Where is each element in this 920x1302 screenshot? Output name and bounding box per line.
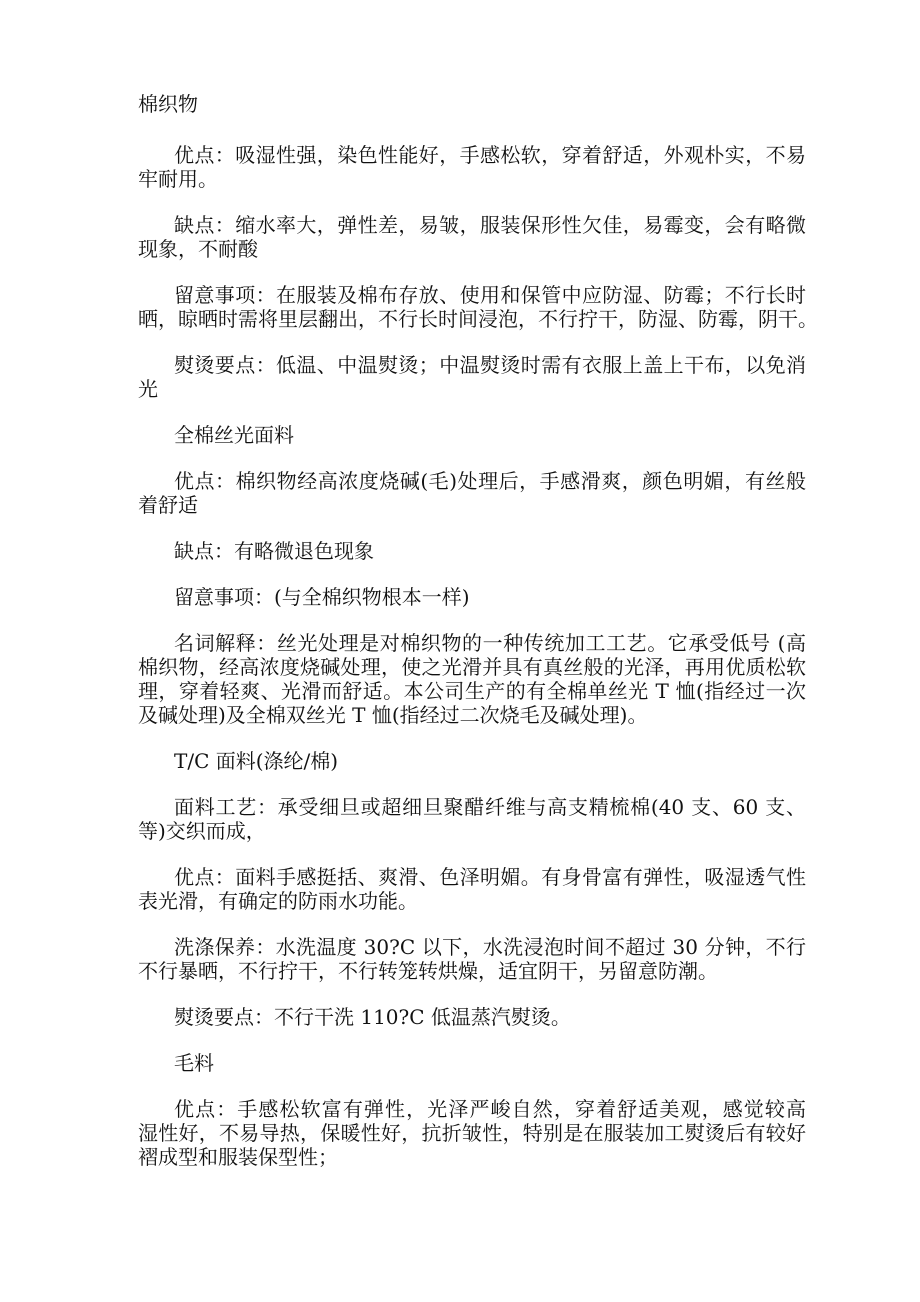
paragraph: [138, 795, 806, 843]
paragraph: [138, 865, 806, 913]
paragraph: [138, 1051, 806, 1075]
paragraph: [138, 1097, 806, 1169]
paragraph-line: 牢耐用。: [138, 167, 218, 191]
paragraph: [138, 353, 806, 401]
section-title: 棉织物: [138, 92, 198, 116]
paragraph-line: 褶成型和服装保型性；: [138, 1145, 338, 1169]
paragraph-line: 湿性好，不易导热，保暖性好，抗折皱性，特别是在服装加工熨烫后有较好: [138, 1121, 806, 1145]
paragraph-line: 留意事项：(与全棉织物根本一样): [174, 585, 470, 609]
paragraph-line: T/C 面料(涤纶/棉): [174, 749, 339, 773]
paragraph-line: 优点：棉织物经高浓度烧碱(毛)处理后，手感滑爽，颜色明媚，有丝般: [174, 469, 806, 493]
paragraph: [138, 423, 806, 447]
paragraph-line: 缺点：缩水率大，弹性差，易皱，服装保形性欠佳，易霉变，会有略微: [174, 213, 806, 237]
paragraph-line: 留意事项：在服装及棉布存放、使用和保管中应防湿、防霉；不行长时: [174, 283, 806, 307]
paragraph-line: 面料工艺：承受细旦或超细旦聚醋纤维与高支精梳棉(40 支、60 支、: [174, 795, 806, 819]
paragraph: [138, 631, 806, 727]
paragraph: [138, 935, 806, 983]
paragraph: [138, 143, 806, 191]
paragraph-line: 优点：面料手感挺括、爽滑、色泽明媚。有身骨富有弹性，吸湿透气性: [174, 865, 806, 889]
paragraph-line: 及碱处理)及全棉双丝光 T 恤(指经过二次烧毛及碱处理)。: [138, 703, 648, 727]
paragraph-line: 等)交织而成，: [138, 819, 266, 843]
paragraph: [138, 585, 806, 609]
paragraph-line: 优点：吸湿性强，染色性能好，手感松软，穿着舒适，外观朴实，不易: [174, 143, 806, 167]
paragraph-line: 光: [138, 377, 158, 401]
paragraph-line: 晒，晾晒时需将里层翻出，不行长时间浸泡，不行拧干，防湿、防霉，阴干。: [138, 307, 818, 331]
paragraph-line: 表光滑，有确定的防雨水功能。: [138, 889, 418, 913]
paragraph: [138, 469, 806, 517]
paragraph: [138, 283, 818, 331]
paragraph-line: 理，穿着轻爽、光滑而舒适。本公司生产的有全棉单丝光 T 恤(指经过一次: [138, 679, 806, 703]
paragraph-line: 毛料: [174, 1051, 214, 1075]
paragraph-line: 熨烫要点：不行干洗 110?C 低温蒸汽熨烫。: [174, 1005, 571, 1029]
paragraph-line: 名词解释：丝光处理是对棉织物的一种传统加工工艺。它承受低号 (高: [174, 631, 806, 655]
paragraph-line: 洗涤保养：水洗温度 30?C 以下，水洗浸泡时间不超过 30 分钟，不行: [174, 935, 806, 959]
paragraph: [138, 749, 806, 773]
paragraph-line: 现象，不耐酸: [138, 237, 258, 261]
paragraph-line: 棉织物，经高浓度烧碱处理，使之光滑并具有真丝般的光泽，再用优质松软: [138, 655, 806, 679]
paragraph: [138, 213, 806, 261]
paragraph-line: 熨烫要点：低温、中温熨烫；中温熨烫时需有衣服上盖上干布，以免消: [174, 353, 806, 377]
paragraph-line: 不行暴晒，不行拧干，不行转笼转烘燥，适宜阴干，另留意防潮。: [138, 959, 718, 983]
paragraph-line: 全棉丝光面料: [174, 423, 294, 447]
paragraph-line: 缺点：有略微退色现象: [174, 539, 374, 563]
paragraph: [138, 539, 806, 563]
paragraph-line: 优点：手感松软富有弹性，光泽严峻自然，穿着舒适美观，感觉较高: [174, 1097, 806, 1121]
document-page: [138, 92, 818, 1191]
paragraph: [138, 1005, 806, 1029]
paragraph-line: 着舒适: [138, 493, 198, 517]
paragraph-list: [138, 143, 818, 1169]
